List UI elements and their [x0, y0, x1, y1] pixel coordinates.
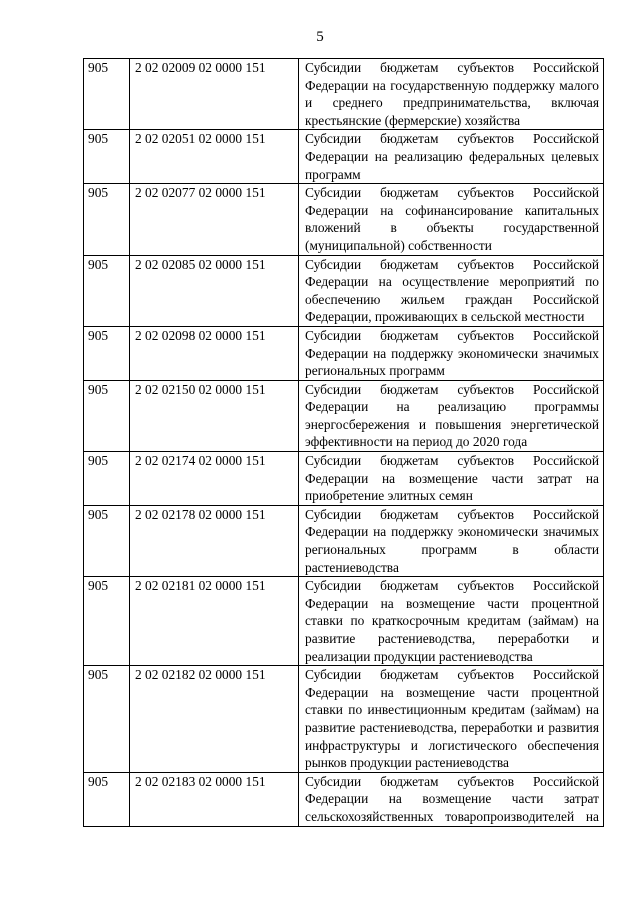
- budget-code-cell: 2 02 02150 02 0000 151: [130, 380, 299, 451]
- description-cell: Субсидии бюджетам субъектов Российской Федерации на софинансирование капитальных вложений в объекты государственной (муниципальной) собственности: [299, 184, 604, 255]
- description-cell: Субсидии бюджетам субъектов Российской Федерации на поддержку экономически значимых региональных программ: [299, 326, 604, 380]
- admin-code-cell: 905: [84, 666, 130, 773]
- budget-code-cell: 2 02 02183 02 0000 151: [130, 772, 299, 826]
- admin-code-cell: 905: [84, 452, 130, 506]
- admin-code-cell: 905: [84, 59, 130, 130]
- table-row: [84, 255, 604, 326]
- description-cell: Субсидии бюджетам субъектов Российской Федерации на реализацию федеральных целевых программ: [299, 130, 604, 184]
- admin-code-cell: 905: [84, 577, 130, 666]
- table-row: [84, 380, 604, 451]
- budget-code-cell: 2 02 02085 02 0000 151: [130, 255, 299, 326]
- table-row: [84, 184, 604, 255]
- budget-code-cell: 2 02 02178 02 0000 151: [130, 505, 299, 576]
- admin-code-cell: 905: [84, 326, 130, 380]
- description-cell: Субсидии бюджетам субъектов Российской Федерации на возмещение части процентной ставки по инвестиционным кредитам (займам) на развитие растениеводства, переработки и развития инфраструктуры и логистического обеспечения рынков продукции растениеводства: [299, 666, 604, 773]
- admin-code-cell: 905: [84, 255, 130, 326]
- table-row: [84, 130, 604, 184]
- budget-code-cell: 2 02 02051 02 0000 151: [130, 130, 299, 184]
- admin-code-cell: 905: [84, 380, 130, 451]
- budget-code-cell: 2 02 02182 02 0000 151: [130, 666, 299, 773]
- budget-code-cell: 2 02 02174 02 0000 151: [130, 452, 299, 506]
- budget-code-cell: 2 02 02098 02 0000 151: [130, 326, 299, 380]
- budget-code-cell: 2 02 02077 02 0000 151: [130, 184, 299, 255]
- table-row: [84, 772, 604, 826]
- admin-code-cell: 905: [84, 505, 130, 576]
- table-row: [84, 59, 604, 130]
- table-row: [84, 452, 604, 506]
- description-cell: Субсидии бюджетам субъектов Российской Федерации на поддержку экономически значимых региональных программ в области растениеводства: [299, 505, 604, 576]
- table-row: [84, 505, 604, 576]
- budget-code-table: [83, 58, 604, 827]
- description-cell: Субсидии бюджетам субъектов Российской Федерации на реализацию программы энергосбережения и повышения энергетической эффективности на период до 2020 года: [299, 380, 604, 451]
- table-row: [84, 577, 604, 666]
- admin-code-cell: 905: [84, 184, 130, 255]
- budget-code-cell: 2 02 02009 02 0000 151: [130, 59, 299, 130]
- table-row: [84, 666, 604, 773]
- description-cell: Субсидии бюджетам субъектов Российской Федерации на государственную поддержку малого и среднего предпринимательства, включая крестьянские (фермерские) хозяйства: [299, 59, 604, 130]
- description-cell: Субсидии бюджетам субъектов Российской Федерации на возмещение части затрат на приобретение элитных семян: [299, 452, 604, 506]
- page-number: 5: [316, 29, 324, 45]
- description-cell: Субсидии бюджетам субъектов Российской Федерации на осуществление мероприятий по обеспечению жильем граждан Российской Федерации, проживающих в сельской местности: [299, 255, 604, 326]
- budget-code-cell: 2 02 02181 02 0000 151: [130, 577, 299, 666]
- admin-code-cell: 905: [84, 130, 130, 184]
- table-row: [84, 326, 604, 380]
- admin-code-cell: 905: [84, 772, 130, 826]
- description-cell: Субсидии бюджетам субъектов Российской Федерации на возмещение части затрат сельскохозяйственных товаропроизводителей на: [299, 772, 604, 826]
- description-cell: Субсидии бюджетам субъектов Российской Федерации на возмещение части процентной ставки по краткосрочным кредитам (займам) на развитие растениеводства, переработки и реализации продукции растениеводства: [299, 577, 604, 666]
